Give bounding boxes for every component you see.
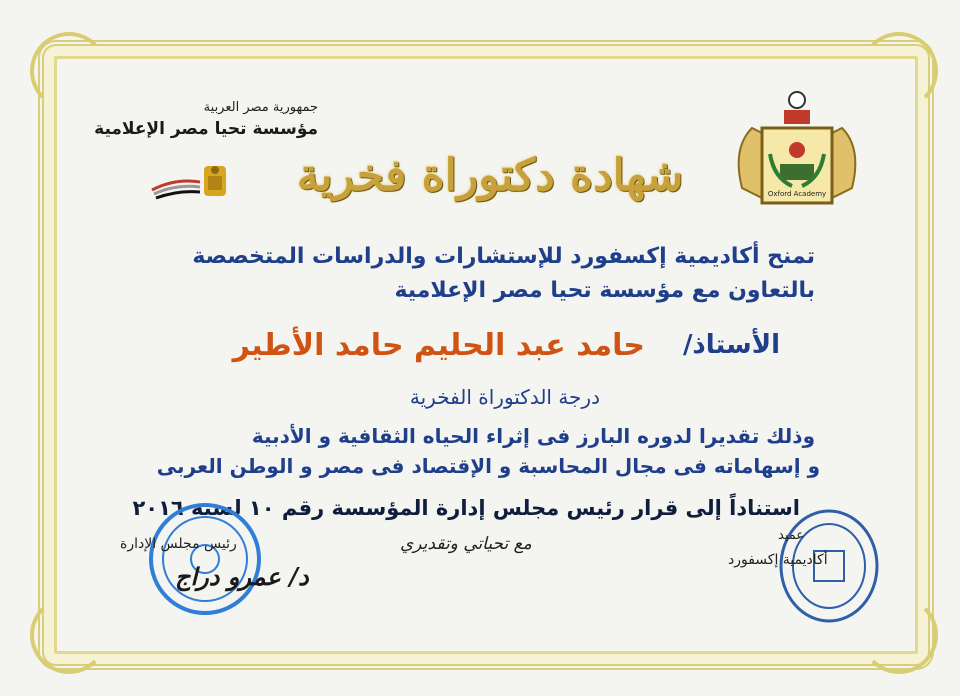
- academy-signature-org: أكاديمية إكسفورد: [728, 552, 828, 568]
- issuer-header: [88, 100, 318, 139]
- dean-title: عميد: [778, 528, 805, 543]
- cooperation-line: بالتعاون مع مؤسسة تحيا مصر الإعلامية: [394, 278, 815, 303]
- foundation-stamp: [146, 500, 264, 618]
- country-name: جمهورية مصر العربية: [203, 100, 318, 115]
- greeting-line: مع تحياتي وتقديري: [400, 534, 532, 554]
- academy-crest-logo: [722, 88, 872, 218]
- degree-line: درجة الدكتوراة الفخرية: [409, 385, 600, 409]
- reason-line-1: وذلك تقديرا لدوره البارز فى إثراء الحياه الثقافية و الأدبية: [251, 424, 815, 448]
- frame-ornament: [30, 32, 108, 110]
- decision-line: استناداً إلى قرار رئيس مجلس إدارة المؤسسة رقم ١٠ لسنة ٢٠١٦: [132, 496, 800, 520]
- recipient-name: حامد عبد الحليم حامد الأطير: [232, 328, 645, 363]
- chairman-signature: د/ عمرو دراج: [175, 562, 309, 591]
- chairman-title: رئيس مجلس الإدارة: [120, 536, 237, 552]
- reason-line-2: و إسهاماته فى مجال المحاسبة و الإقتصاد فى مصر و الوطن العربى: [156, 454, 820, 478]
- frame-ornament: [30, 596, 108, 674]
- org-name: مؤسسة تحيا مصر الإعلامية: [94, 119, 318, 139]
- certificate-title: شهادة دكتوراة فخرية: [296, 150, 684, 201]
- egypt-eagle-logo: [150, 160, 240, 202]
- honorific-label: الأستاذ/: [682, 330, 780, 360]
- grant-line: تمنح أكاديمية إكسفورد للإستشارات والدراسات المتخصصة: [192, 244, 815, 269]
- svg-text:Oxford Academy: Oxford Academy: [767, 190, 827, 198]
